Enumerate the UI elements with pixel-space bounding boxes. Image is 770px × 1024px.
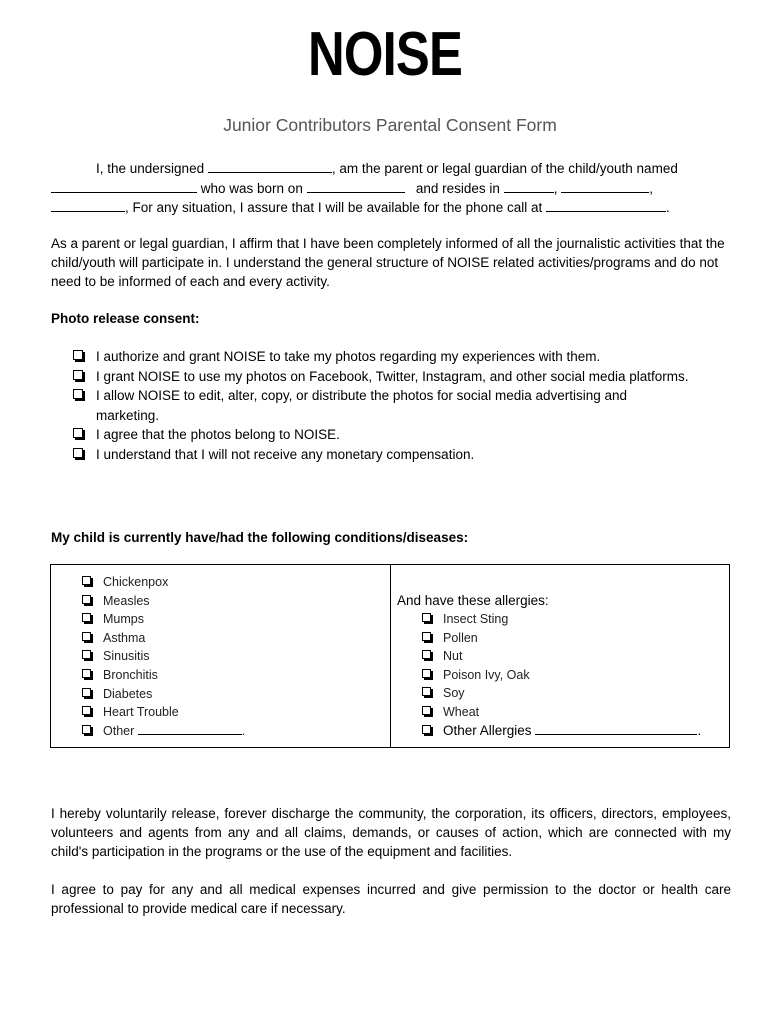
affirm-paragraph: As a parent or legal guardian, I affirm that I have been completely informed of all the journalistic activities that the child/youth will participate in. I understand the general structure of NOISE related activities/programs and do not need to be informed of each and every activity. <box>51 236 725 289</box>
photo-release-item: I understand that I will not receive any monetary compensation. <box>73 445 693 465</box>
table-divider <box>390 565 391 747</box>
checkbox-icon[interactable] <box>422 669 431 678</box>
conditions-heading: My child is currently have/had the following conditions/diseases: <box>51 530 469 545</box>
allergy-item: Pollen <box>422 629 701 648</box>
photo-release-heading: Photo release consent: <box>51 311 200 326</box>
allergy-item: Poison Ivy, Oak <box>422 666 701 685</box>
allergies-heading: And have these allergies: <box>397 593 549 608</box>
checkbox-icon[interactable] <box>422 613 431 622</box>
checkbox-icon[interactable] <box>422 725 431 734</box>
checkbox-icon[interactable] <box>73 428 83 438</box>
guardian-name-field[interactable] <box>208 159 332 173</box>
residence-field-3[interactable] <box>51 198 125 212</box>
conditions-allergies-table <box>50 564 730 748</box>
condition-item: Measles <box>82 592 245 611</box>
allergy-item: Soy <box>422 684 701 703</box>
checkbox-icon[interactable] <box>422 650 431 659</box>
photo-release-list <box>73 347 693 464</box>
checkbox-icon[interactable] <box>422 706 431 715</box>
intro-text-4: and resides in <box>415 180 500 196</box>
conditions-list <box>82 573 245 740</box>
checkbox-icon[interactable] <box>422 632 431 641</box>
checkbox-icon[interactable] <box>82 706 91 715</box>
condition-item: Heart Trouble <box>82 703 245 722</box>
condition-item: Diabetes <box>82 685 245 704</box>
allergy-item: Wheat <box>422 703 701 722</box>
checkbox-icon[interactable] <box>82 725 91 734</box>
intro-comma-1: , <box>553 180 558 196</box>
other-allergy-field[interactable] <box>535 723 697 735</box>
checkbox-icon[interactable] <box>73 370 83 380</box>
intro-period: . <box>666 200 670 215</box>
intro-text-5: , For any situation, I assure that I will be available for the phone call at <box>125 200 543 215</box>
condition-item-other: Other . <box>82 722 245 741</box>
checkbox-icon[interactable] <box>73 448 83 458</box>
medical-paragraph: I agree to pay for any and all medical expenses incurred and give permission to the doctor or health care professional to provide medical care if necessary. <box>51 882 731 916</box>
form-title: Junior Contributors Parental Consent Form <box>223 115 557 135</box>
photo-release-item: I authorize and grant NOISE to take my photos regarding my experiences with them. <box>73 347 693 367</box>
checkbox-icon[interactable] <box>82 595 91 604</box>
condition-item: Mumps <box>82 610 245 629</box>
residence-field-2[interactable] <box>561 179 649 193</box>
checkbox-icon[interactable] <box>82 669 91 678</box>
condition-item: Sinusitis <box>82 647 245 666</box>
checkbox-icon[interactable] <box>82 688 91 697</box>
allergies-list <box>422 610 701 740</box>
release-paragraph: I hereby voluntarily release, forever discharge the community, the corporation, its officers, directors, employees, volunteers and agents from any and all claims, demands, or causes of action, which are connected with my child's participation in the programs or the use of the equipment and facilities. <box>51 806 731 859</box>
photo-release-item: I grant NOISE to use my photos on Facebook, Twitter, Instagram, and other social media platforms. <box>73 367 693 387</box>
checkbox-icon[interactable] <box>82 613 91 622</box>
allergy-item: Nut <box>422 647 701 666</box>
photo-release-item: I allow NOISE to edit, alter, copy, or distribute the photos for social media advertising and marketing. <box>73 386 693 425</box>
intro-comma-2: , <box>649 180 653 196</box>
phone-field[interactable] <box>546 198 666 212</box>
birth-date-field[interactable] <box>307 179 405 193</box>
intro-text-3: who was born on <box>200 180 303 196</box>
checkbox-icon[interactable] <box>73 350 83 360</box>
photo-release-item: I agree that the photos belong to NOISE. <box>73 425 693 445</box>
condition-item: Asthma <box>82 629 245 648</box>
child-name-field[interactable] <box>51 179 197 193</box>
condition-item: Chickenpox <box>82 573 245 592</box>
other-condition-field[interactable] <box>138 723 242 735</box>
residence-field-1[interactable] <box>504 179 554 193</box>
intro-text-2: , am the parent or legal guardian of the child/youth named <box>331 161 678 176</box>
checkbox-icon[interactable] <box>73 389 83 399</box>
condition-item: Bronchitis <box>82 666 245 685</box>
checkbox-icon[interactable] <box>82 576 91 585</box>
checkbox-icon[interactable] <box>422 687 431 696</box>
noise-logo: NOISE <box>307 20 463 89</box>
intro-text-1: I, the undersigned <box>96 161 205 176</box>
checkbox-icon[interactable] <box>82 650 91 659</box>
intro-paragraph <box>51 159 731 218</box>
checkbox-icon[interactable] <box>82 632 91 641</box>
allergy-item: Insect Sting <box>422 610 701 629</box>
allergy-item-other: Other Allergies . <box>422 722 701 741</box>
